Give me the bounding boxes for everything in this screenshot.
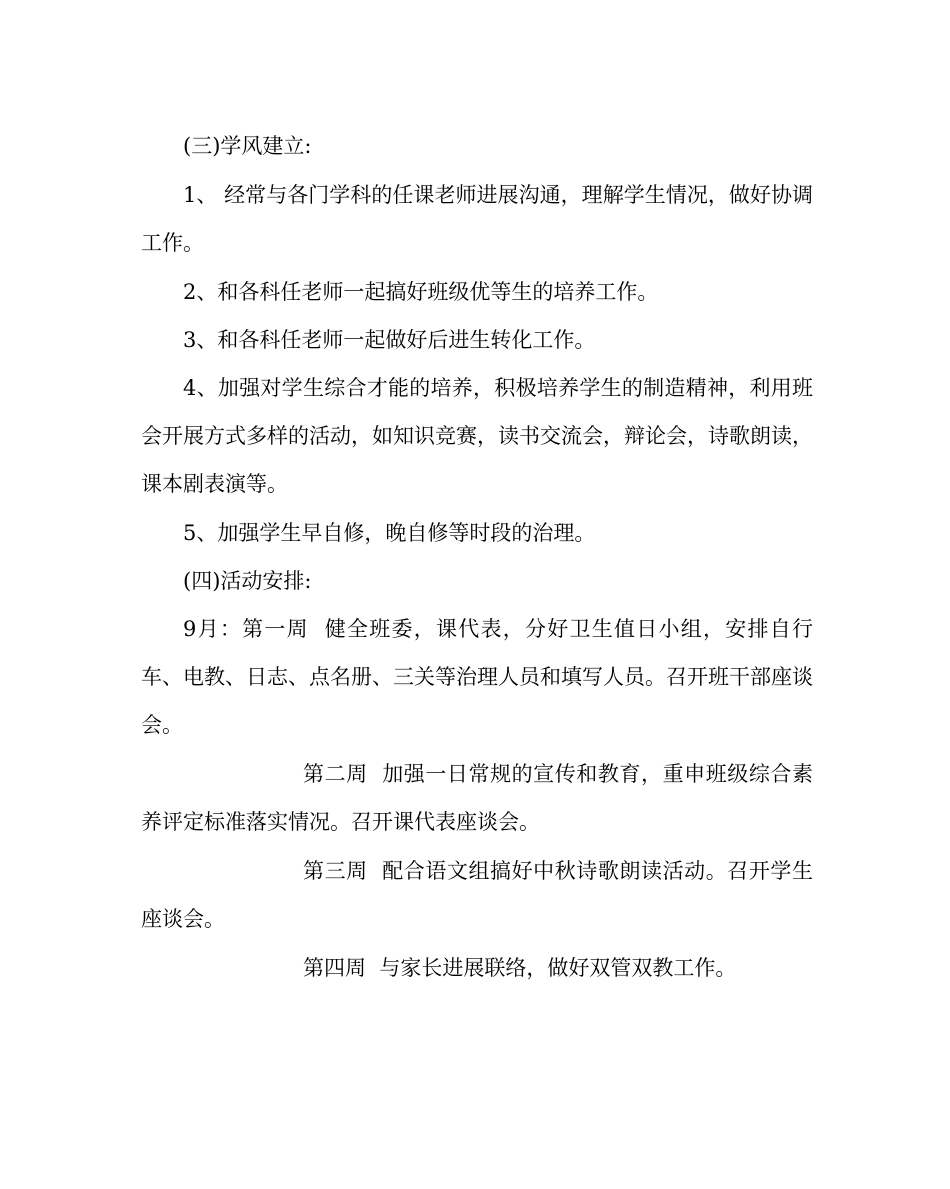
list-item-4: 4、加强对学生综合才能的培养，积极培养学生的制造精神，利用班会开展方式多样的活动，如知识竞赛，读书交流会，辩论会，诗歌朗读，课本剧表演等。 <box>141 376 813 496</box>
section-heading-study-style: (三)学风建立: <box>183 134 312 158</box>
list-item-2: 2、和各科任老师一起搞好班级优等生的培养工作。 <box>183 280 659 304</box>
section-heading-activities: (四)活动安排: <box>183 569 312 593</box>
list-item-5: 5、加强学生早自修，晚自修等时段的治理。 <box>183 521 596 545</box>
schedule-week-1: 9月：第一周 健全班委，课代表，分好卫生值日小组，安排自行车、电教、日志、点名册、三关等治理人员和填写人员。召开班干部座谈会。 <box>141 617 813 737</box>
list-item-1: 1、 经常与各门学科的任课老师进展沟通，理解学生情况，做好协调工作。 <box>141 183 813 255</box>
schedule-week-3: 第三周 配合语文组搞好中秋诗歌朗读活动。召开学生座谈会。 <box>141 859 813 931</box>
schedule-week-2: 第二周 加强一日常规的宣传和教育，重申班级综合素养评定标准落实情况。召开课代表座谈会。 <box>141 762 813 834</box>
list-item-3: 3、和各科任老师一起做好后进生转化工作。 <box>183 328 596 352</box>
schedule-week-4: 第四周 与家长进展联络，做好双管双教工作。 <box>303 956 737 980</box>
